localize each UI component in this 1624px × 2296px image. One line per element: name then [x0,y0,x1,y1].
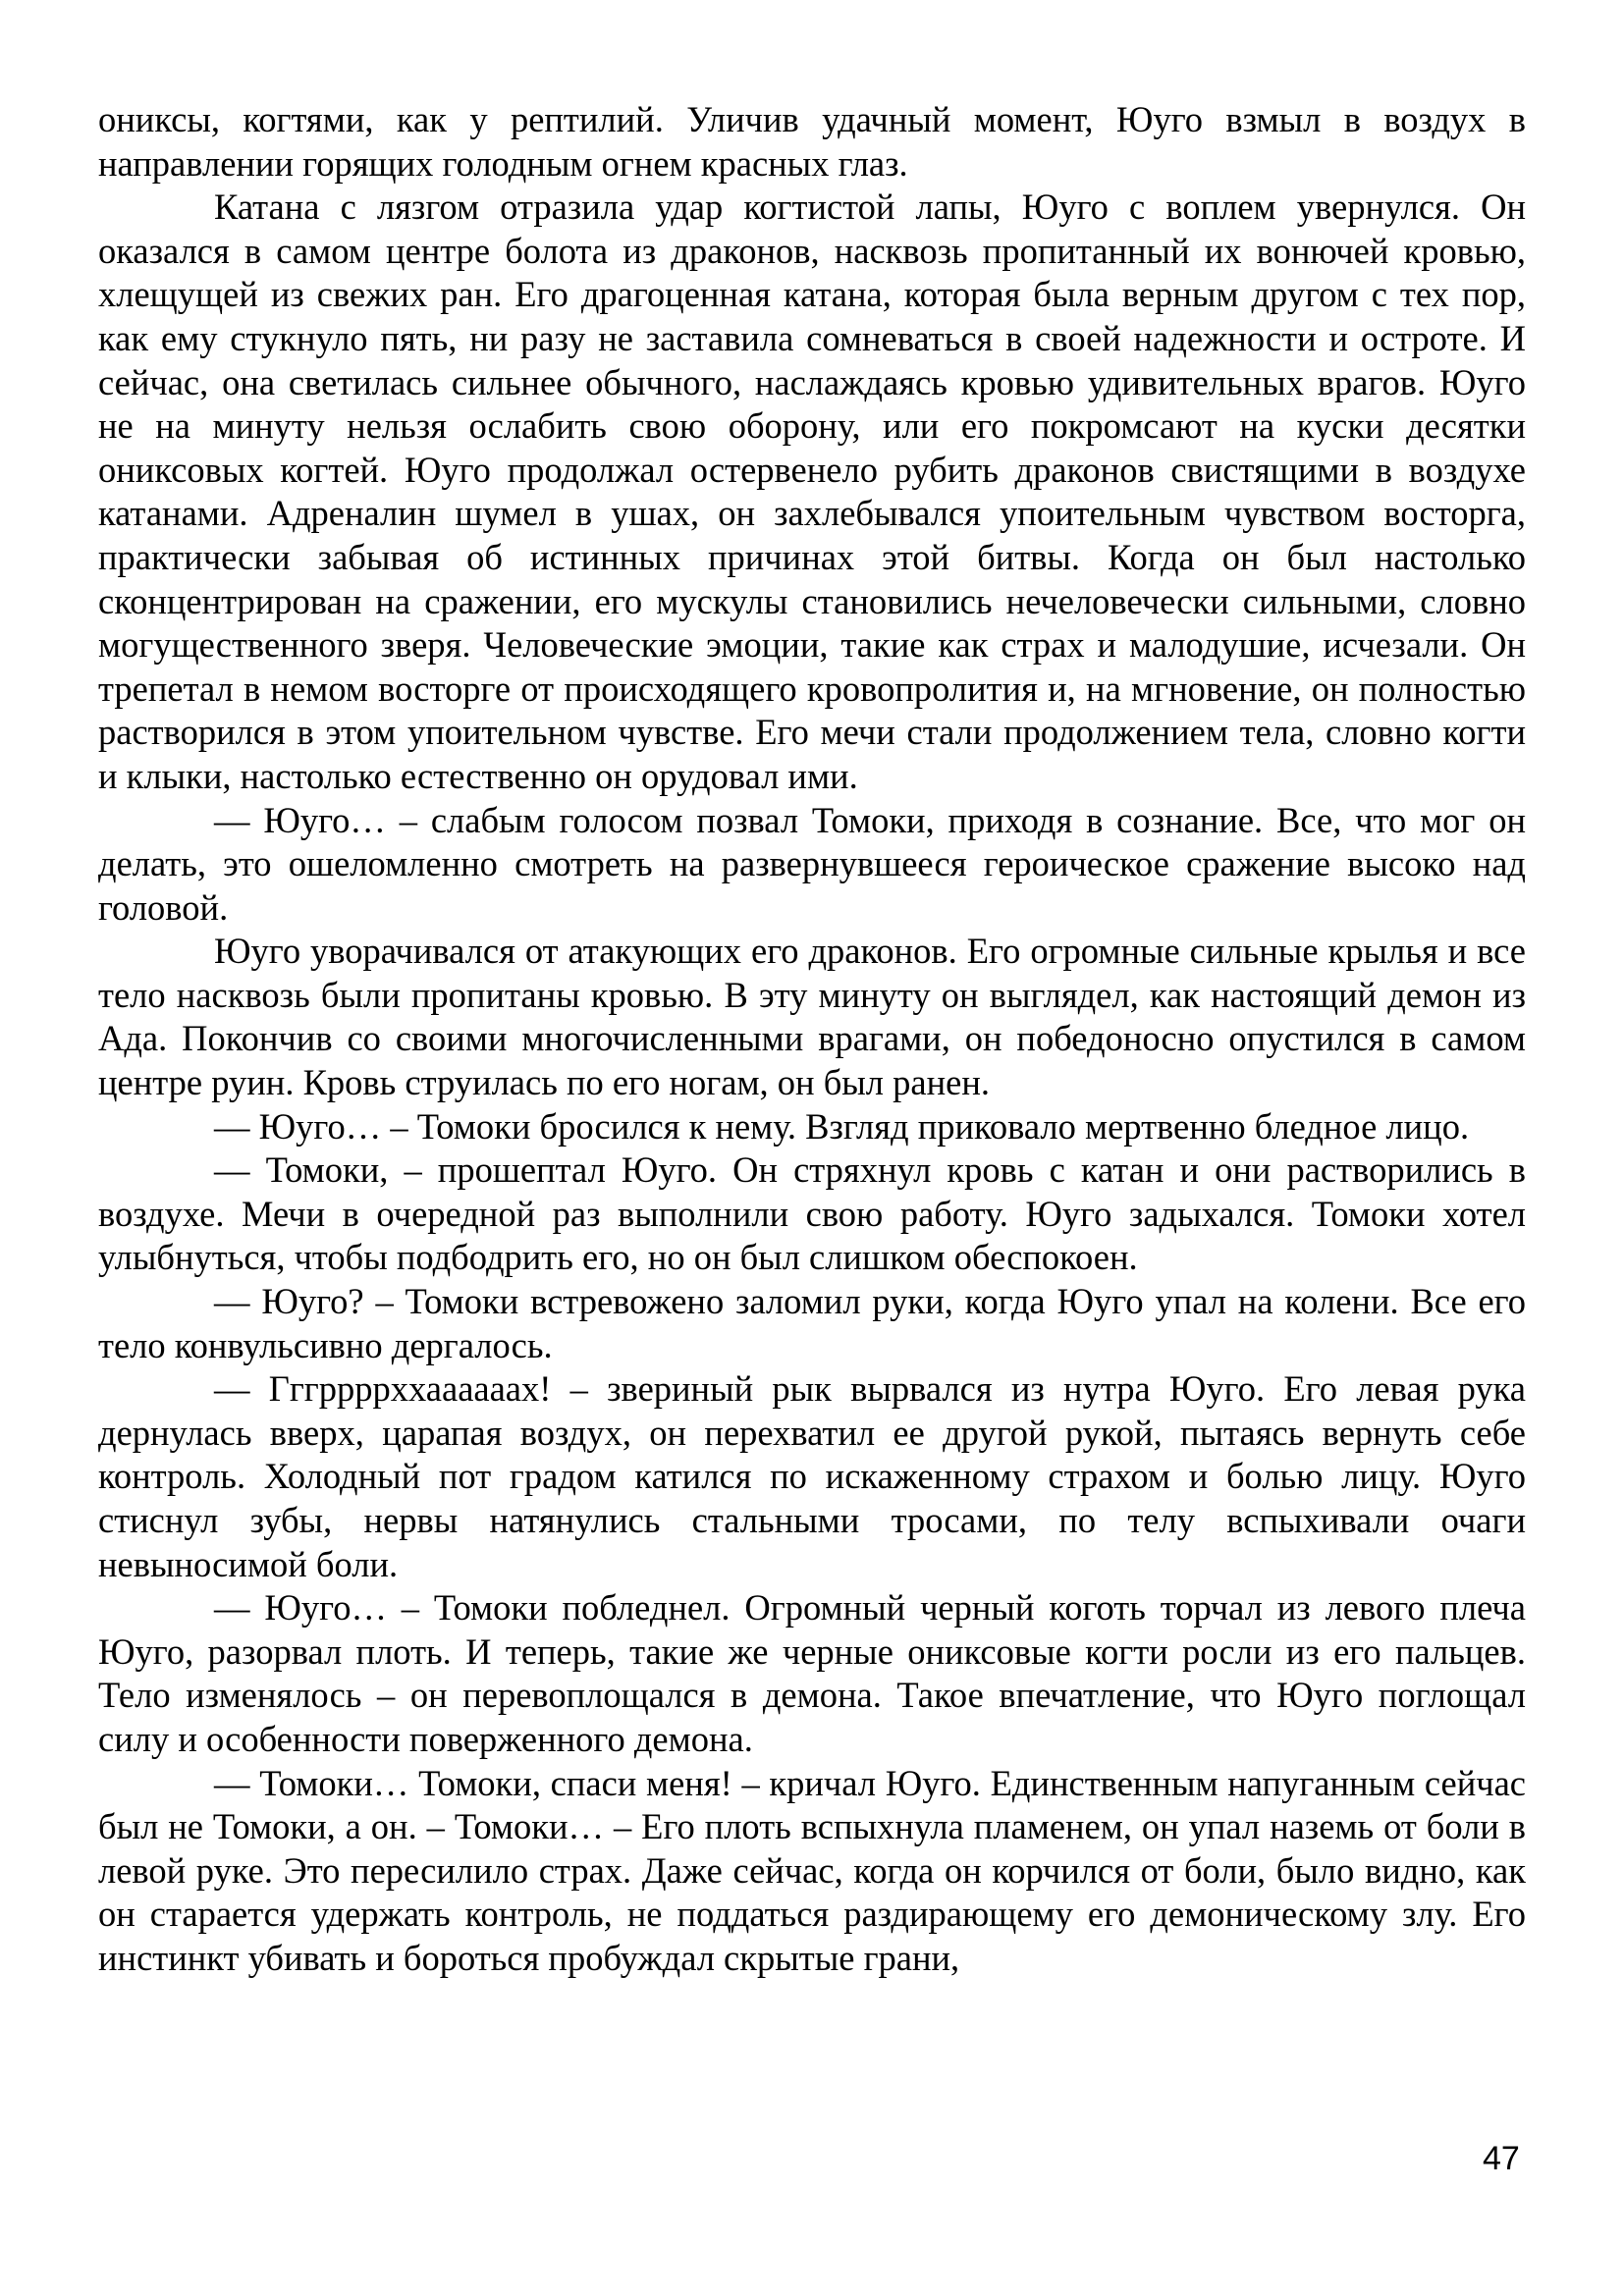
paragraph: — Юуго… – Томоки бросился к нему. Взгляд приковало мертвенно бледное лицо. [214,1105,1470,1147]
paragraph: — Томоки, – прошептал Юуго. Он стряхнул кровь с катан и они растворились в воздухе. Мечи в очередной раз выполнили свою работу. Юуго задыхался. Томоки хотел улыбнуться, чтобы подбодрить его, но он был слишком обеспокоен. [98,1149,1526,1278]
page-number: 47 [1483,2140,1520,2177]
paragraph: Юуго уворачивался от атакующих его драконов. Его огромные сильные крылья и все тело насквозь были пропитаны кровью. В эту минуту он выглядел, как настоящий демон из Ада. Покончив со своими многочисленными врагами, он победоносно опустился в самом центре руин. Кровь струилась по его ногам, он был ранен. [98,931,1526,1103]
page-body [98,98,1526,1981]
paragraph: — Юуго… – слабым голосом позвал Томоки, приходя в сознание. Все, что мог он делать, это ошеломленно смотреть на развернувшееся героическое сражение высоко над головой. [98,799,1526,928]
paragraph: — Юуго? – Томоки встревожено заломил руки, когда Юуго упал на колени. Все его тело конвульсивно дергалось. [98,1281,1526,1365]
paragraph: — Гггррррххаааааах! – звериный рык вырвался из нутра Юуго. Его левая рука дернулась вверх, царапая воздух, он перехватил ее другой рукой, пытаясь вернуть себе контроль. Холодный пот градом катился по искаженному страхом и болью лицу. Юуго стиснул зубы, нервы натянулись стальными тросами, по телу вспыхивали очаги невыносимой боли. [98,1368,1526,1584]
paragraph: — Юуго… – Томоки побледнел. Огромный черный коготь торчал из левого плеча Юуго, разорвал плоть. И теперь, такие же черные ониксовые когти росли из его пальцев. Тело изменялось – он перевоплощался в демона. Такое впечатление, что Юуго поглощал силу и особенности поверженного демона. [98,1587,1526,1759]
paragraph: — Томоки… Томоки, спаси меня! – кричал Юуго. Единственным напуганным сейчас был не Томоки, а он. – Томоки… – Его плоть вспыхнула пламенем, он упал наземь от боли в левой руке. Это пересилило страх. Даже сейчас, когда он корчился от боли, было видно, как он старается удержать контроль, не поддаться раздирающему его демоническому злу. Его инстинкт убивать и бороться пробуждал скрытые грани, [98,1762,1526,1978]
paragraph: ониксы, когтями, как у рептилий. Уличив удачный момент, Юуго взмыл в воздух в направлении горящих голодным огнем красных глаз. [98,99,1526,184]
paragraph: Катана с лязгом отразила удар когтистой лапы, Юуго с воплем увернулся. Он оказался в самом центре болота из драконов, насквозь пропитанный их вонючей кровью, хлещущей из свежих ран. Его драгоценная катана, которая была верным другом с тех пор, как ему стукнуло пять, ни разу не заставила сомневаться в своей надежности и остроте. И сейчас, она светилась сильнее обычного, наслаждаясь кровью удивительных врагов. Юуго не на минуту нельзя ослабить свою оборону, или его покромсают на куски десятки ониксовых когтей. Юуго продолжал остервенело рубить драконов свистящими в воздухе катанами. Адреналин шумел в ушах, он захлебывался упоительным чувством восторга, практически забывая об истинных причинах этой битвы. Когда он был настолько сконцентрирован на сражении, его мускулы становились нечеловечески сильными, словно могущественного зверя. Человеческие эмоции, такие как страх и малодушие, исчезали. Он трепетал в немом восторге от происходящего кровопролития и, на мгновение, он полностью растворился в этом упоительном чувстве. Его мечи стали продолжением тела, словно когти и клыки, настолько естественно он орудовал ими. [98,187,1526,796]
